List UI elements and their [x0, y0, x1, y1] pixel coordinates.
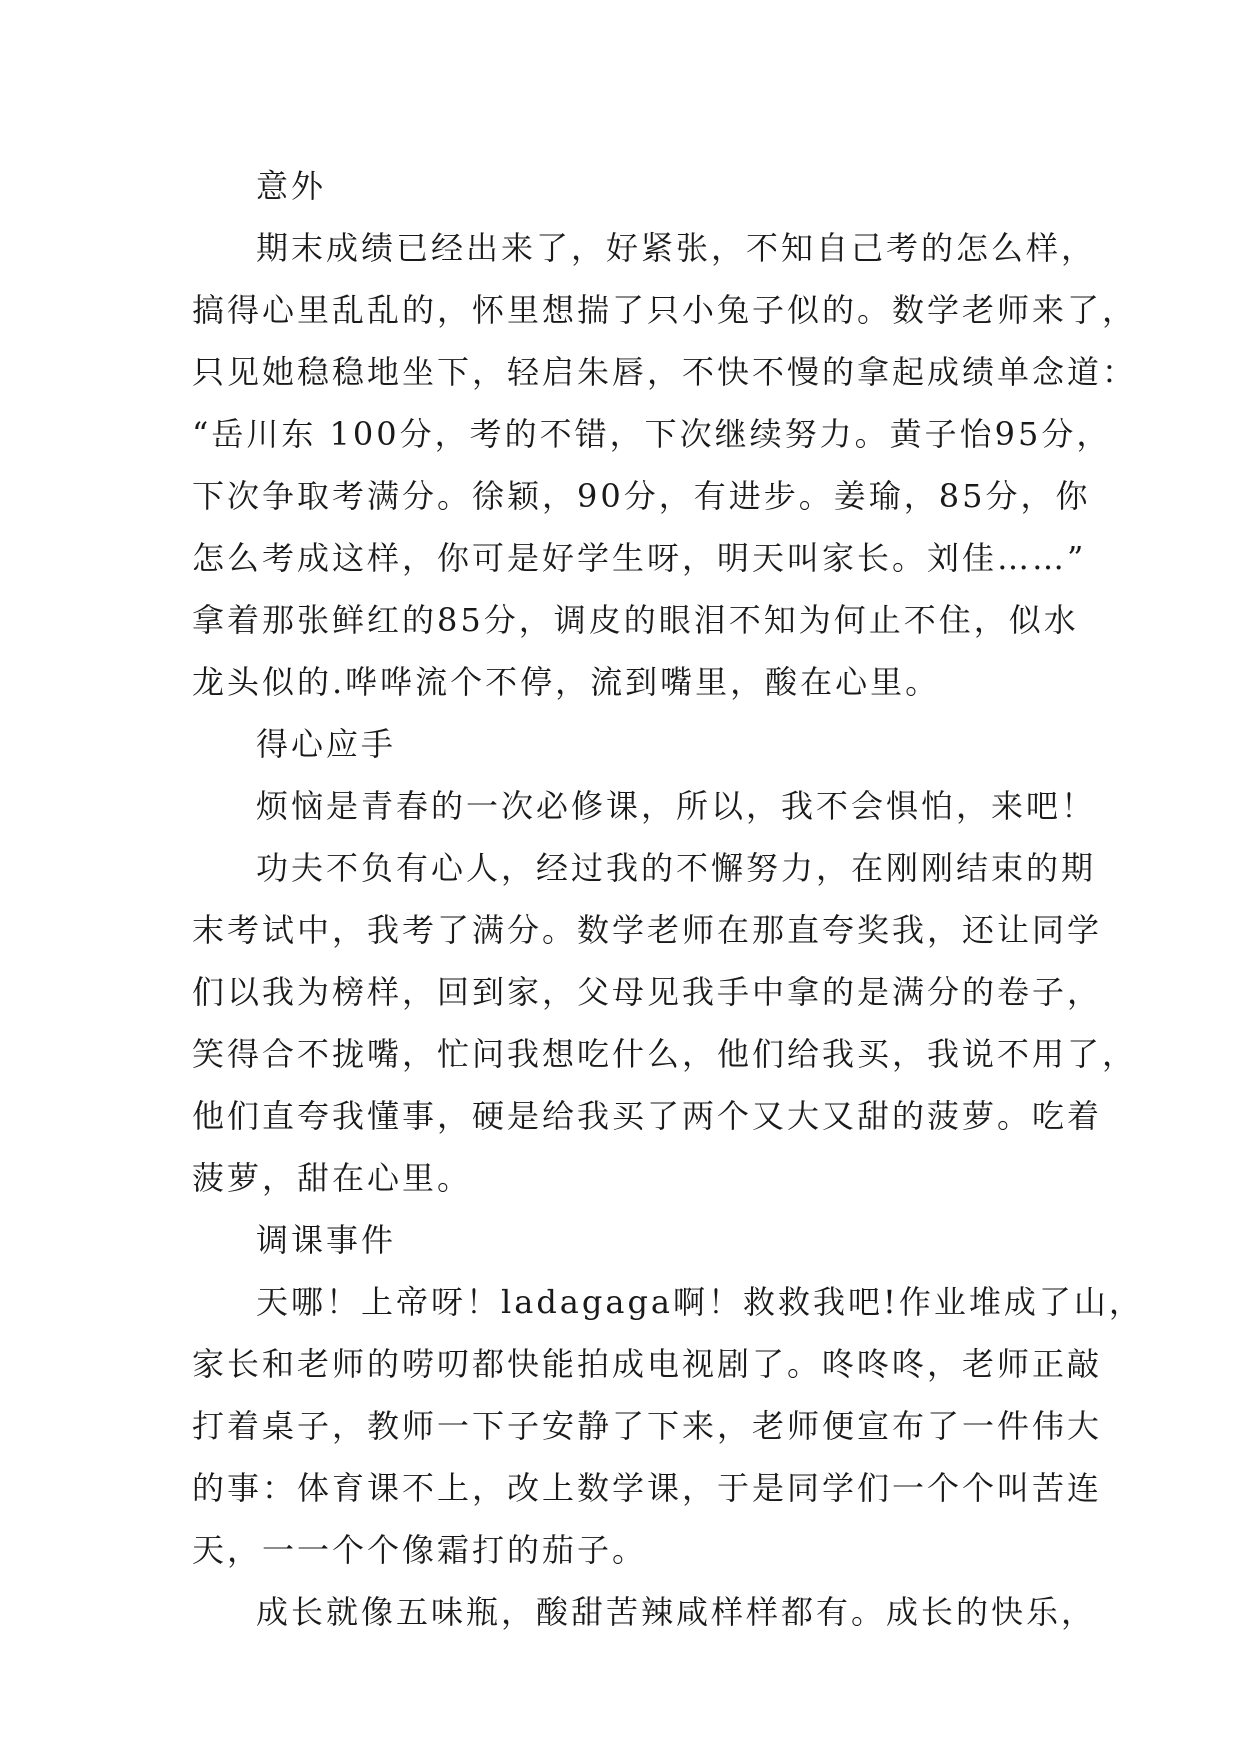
section-heading-surprise: 意外	[256, 167, 327, 205]
paragraph-line: 只见她稳稳地坐下，轻启朱唇，不快不慢的拿起成绩单念道：	[192, 353, 1138, 391]
section-heading-mastery: 得心应手	[256, 725, 397, 763]
paragraph-line: 打着桌子，教师一下子安静了下来，老师便宣布了一件伟大	[192, 1407, 1103, 1445]
paragraph-line: 天哪！上帝呀！ladagaga啊！救救我吧!作业堆成了山，	[256, 1283, 1144, 1321]
paragraph-line: 下次争取考满分。徐颖，90分，有进步。姜瑜，85分，你	[192, 477, 1091, 515]
section-heading-class-change: 调课事件	[256, 1221, 397, 1259]
paragraph-line: 菠萝，甜在心里。	[192, 1159, 473, 1197]
essay-body	[192, 155, 1144, 1643]
paragraph-line: 龙头似的.哗哗流个不停，流到嘴里，酸在心里。	[192, 663, 941, 701]
paragraph-line: 末考试中，我考了满分。数学老师在那直夸奖我，还让同学	[192, 911, 1103, 949]
paragraph-line: 成长就像五味瓶，酸甜苦辣咸样样都有。成长的快乐，	[256, 1593, 1097, 1631]
paragraph-line: 期末成绩已经出来了，好紧张，不知自己考的怎么样，	[256, 229, 1097, 267]
paragraph-line: 笑得合不拢嘴，忙问我想吃什么，他们给我买，我说不用了，	[192, 1035, 1138, 1073]
paragraph-line: 们以我为榜样，回到家，父母见我手中拿的是满分的卷子，	[192, 973, 1103, 1011]
paragraph-line: 功夫不负有心人，经过我的不懈努力，在刚刚结束的期	[256, 849, 1097, 887]
paragraph-line: 他们直夸我懂事，硬是给我买了两个又大又甜的菠萝。吃着	[192, 1097, 1103, 1135]
paragraph-line: 烦恼是青春的一次必修课，所以，我不会惧怕，来吧！	[256, 787, 1097, 825]
paragraph-line: 怎么考成这样，你可是好学生呀，明天叫家长。刘佳……”	[192, 539, 1087, 577]
paragraph-line: 家长和老师的唠叨都快能拍成电视剧了。咚咚咚，老师正敲	[192, 1345, 1103, 1383]
paragraph-line: 搞得心里乱乱的，怀里想揣了只小兔子似的。数学老师来了，	[192, 291, 1138, 329]
paragraph-line: “岳川东 100分，考的不错，下次继续努力。黄子怡95分，	[192, 415, 1112, 453]
paragraph-line: 的事：体育课不上，改上数学课，于是同学们一个个叫苦连	[192, 1469, 1103, 1507]
paragraph-line: 天，一一个个像霜打的茄子。	[192, 1531, 648, 1569]
paragraph-line: 拿着那张鲜红的85分，调皮的眼泪不知为何止不住，似水	[192, 601, 1079, 639]
